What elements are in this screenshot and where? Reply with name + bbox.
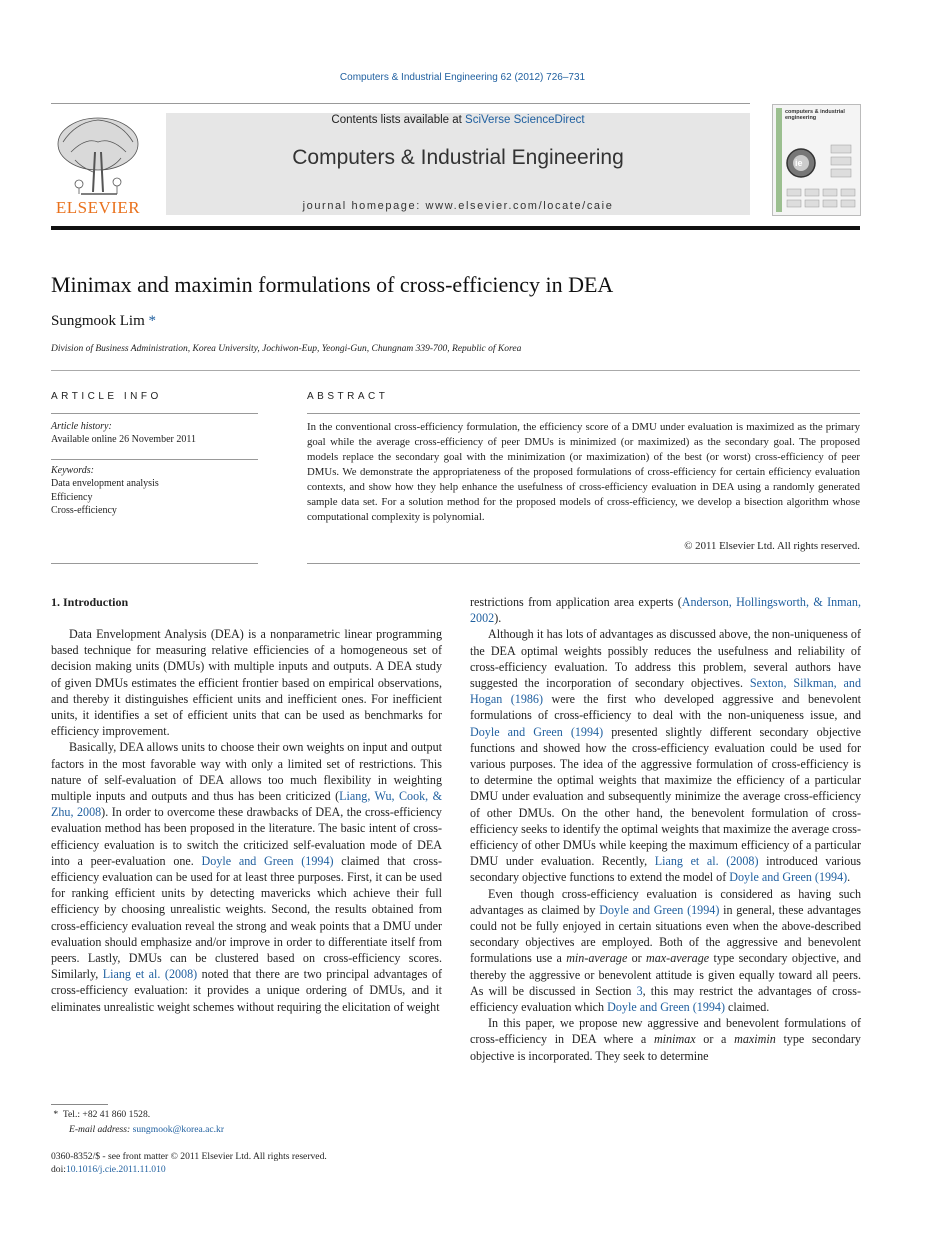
footnote-tel-text: Tel.: +82 41 860 1528.: [62, 1109, 151, 1120]
footnote-tel: [51, 1107, 431, 1122]
doi-line: [51, 1163, 551, 1176]
author-footnote-link[interactable]: *: [148, 313, 157, 329]
author-affiliation: Division of Business Administration, Korea University, Jochiwon-Eup, Yeongi-Gun, Chungnam 339-700, Republic of Korea: [51, 344, 522, 354]
body-left-column: [51, 594, 442, 1015]
body-right-column: [470, 594, 861, 1064]
footnote-rule: [51, 1104, 108, 1105]
journal-masthead: [166, 113, 750, 215]
emphasis: max-average: [646, 951, 710, 966]
article-history: [51, 420, 258, 447]
journal-title: Computers & Industrial Engineering: [292, 146, 624, 169]
text-run: type secondary objective, and thereby the aggressive or benevolent attitude is given equally toward all peers. As will be discussed in Section: [470, 951, 862, 998]
text-run: restrictions from application area experts (: [470, 595, 682, 609]
email-link[interactable]: sungmook@korea.ac.kr: [132, 1124, 225, 1135]
citation-link[interactable]: Liang et al. (2008): [102, 967, 198, 982]
citation-link[interactable]: Liang et al. (2008): [654, 854, 759, 869]
text-run: , this may restrict the advantages of cross-efficiency evaluation which: [470, 983, 861, 1015]
keyword: Cross-efficiency: [51, 504, 117, 516]
text-run: or a: [695, 1032, 735, 1047]
doi-link[interactable]: 10.1016/j.cie.2011.11.010: [65, 1164, 166, 1175]
info-divider: [51, 370, 860, 371]
keywords-block: [51, 464, 258, 517]
citation-link[interactable]: Sexton, Silkman, and Hogan (1986): [470, 676, 861, 707]
paragraph: [470, 886, 861, 1016]
contents-line: [166, 114, 750, 126]
doi-label: doi:: [51, 1164, 66, 1175]
cover-badge: ie: [795, 158, 803, 168]
info-bottom-rule: [51, 563, 258, 564]
cover-artwork-icon: [773, 105, 860, 215]
cover-title: computers & industrial engineering: [785, 109, 845, 121]
citation-link[interactable]: Doyle and Green (1994): [201, 853, 334, 868]
article-info-heading: ARTICLE INFO: [51, 391, 162, 402]
history-label: Article history:: [51, 421, 112, 432]
publisher-logo-text: ELSEVIER: [55, 198, 141, 217]
journal-homepage[interactable]: journal homepage: www.elsevier.com/locate/caie: [302, 200, 614, 212]
abstract-bottom-rule: [307, 563, 860, 564]
header-divider: [51, 226, 860, 230]
citation-link[interactable]: Doyle and Green (1994): [470, 724, 604, 739]
top-rule: [51, 103, 750, 104]
section-heading-introduction: 1. Introduction: [51, 595, 129, 609]
abstract-top-rule: [307, 413, 860, 414]
abstract-copyright: © 2011 Elsevier Ltd. All rights reserved.: [684, 540, 860, 552]
text-run: introduced various secondary objective functions to extend the model of: [470, 854, 861, 885]
citation-link[interactable]: Liang, Wu, Cook, & Zhu, 2008: [51, 789, 442, 820]
article-info-rule: [51, 413, 258, 414]
citation-link[interactable]: Anderson, Hollingsworth, & Inman, 2002: [470, 595, 861, 626]
keyword: Efficiency: [51, 491, 93, 503]
author-name: Sungmook Lim: [51, 313, 145, 329]
paragraph: Data Envelopment Analysis (DEA) is a nonparametric linear programming based technique for measuring relative efficiencies of a homogeneous set of decision making units (DMUs) with multiple inputs and outputs. A DEA study of given DMUs estimates the efficient frontier based on empirical observations, and thereby it distinguishes efficient units and inefficient ones. For inefficient units, it identifies a set of efficient units that can be used as benchmarks for efficiency improvement.: [51, 627, 442, 739]
paragraph: [51, 739, 442, 1014]
emphasis: minimax: [653, 1032, 696, 1047]
text-run: in general, these advantages could not be fully enjoyed in certain situations even when the above-described secondary objectives are employed. Both of the aggressive and benevolent formulations use a: [470, 902, 862, 966]
text-run: ).: [494, 611, 502, 626]
abstract-text: In the conventional cross-efficiency formulation, the efficiency score of a DMU under evaluation is maximized as the primary goal while the average cross-efficiency of peer DMUs is minimized (or maximized) as the secondary goal. The proposed models replace the secondary goal with the minimization (or maximization) of the best (or worst) cross-efficiency of peer DMUs. We demonstrate the appropriateness of the proposed formulations of cross-efficiency for certain efficiency evaluation contexts, and show how they help enhance the usefulness of cross-efficiency evaluation in DEA using a randomly generated sample data set. For a solution method for the proposed models of cross-efficiency, we develop a bisection algorithm whose computational complexity is polynomial.: [307, 421, 860, 523]
text-run: Even though cross-efficiency evaluation is considered as having such advantages as claimed by: [470, 886, 861, 917]
footnote-email: [51, 1122, 431, 1137]
author-footnote: [51, 1107, 431, 1137]
text-run: .: [847, 870, 851, 885]
page-footer: [51, 1150, 551, 1176]
text-run: ). In order to overcome these drawbacks of DEA, the cross-efficiency evaluation method has been proposed in the literature. The basic intent of cross-efficiency evaluation is to switch the criticized self-evaluation mode of DEA into a peer-evaluation one.: [51, 805, 442, 868]
author-line: [51, 313, 156, 330]
footnote-mark: *: [53, 1109, 59, 1120]
keywords-rule: [51, 459, 258, 460]
text-run: Basically, DEA allows units to choose their own weights on input and output factors in the most favorable way with only a limited set of restrictions. This nature of self-evaluation of DEA allows too much flexibility in weighting multiple inputs and outputs and thus has been criticized (: [51, 740, 442, 804]
text-run: were the first who developed aggressive and benevolent formulations of cross-efficiency to deal with the non-uniqueness issue, and: [470, 692, 862, 723]
article-title: Minimax and maximin formulations of cross-efficiency in DEA: [51, 272, 614, 297]
paragraph: [470, 594, 861, 626]
citation-link[interactable]: Doyle and Green (1994): [607, 1000, 725, 1015]
text-run: presented slightly different secondary objective functions and showed how the cross-efficiency evaluation could be used for various purposes. The idea of the aggressive formulation of cross-efficiency is to determine the optimal weights that maximize the efficiency of a particular DMU under evaluation and subsequently minimize the average cross-efficiency of other DMUs. On the other hand, the benevolent formulation of cross-efficiency seeks to identify the optimal weights that maximize the average cross-efficiency of other DMUs while keeping the maximum efficiency of a particular DMU under evaluation. Recently,: [470, 724, 862, 869]
emphasis: min-average: [566, 951, 628, 966]
sciencedirect-link[interactable]: SciVerse ScienceDirect: [465, 114, 585, 126]
abstract-heading: ABSTRACT: [307, 391, 389, 402]
text-run: Although it has lots of advantages as discussed above, the non-uniqueness of the DEA optimal weights possibly reduces the usefulness and reliability of cross-efficiency evaluation. To address this problem, several authors have suggested the incorporation of secondary objectives.: [470, 627, 861, 691]
paragraph: [470, 626, 861, 885]
text-run: noted that there are two principal advantages of cross-efficiency evaluation: it provides a unique ordering of DMUs, and it eliminates unrealistic weight schemes without requiring the elicitation of weight: [51, 967, 442, 1014]
email-label: E-mail address:: [69, 1124, 131, 1135]
emphasis: maximin: [734, 1032, 776, 1047]
text-run: In this paper, we propose new aggressive and benevolent formulations of cross-efficiency in DEA where a: [470, 1016, 861, 1047]
history-value: Available online 26 November 2011: [51, 434, 196, 446]
paragraph: [470, 1015, 861, 1064]
text-run: or: [627, 951, 647, 966]
citation-link[interactable]: Doyle and Green (1994): [599, 902, 720, 917]
contents-prefix: Contents lists available at: [331, 114, 466, 126]
text-run: claimed.: [725, 1000, 770, 1015]
journal-cover-thumbnail: [772, 104, 861, 216]
keyword: Data envelopment analysis: [51, 478, 159, 490]
citation-link[interactable]: Doyle and Green (1994): [729, 870, 848, 885]
section-link[interactable]: 3: [636, 983, 643, 998]
keywords-label: Keywords:: [51, 465, 94, 476]
issn-line: 0360-8352/$ - see front matter © 2011 Elsevier Ltd. All rights reserved.: [51, 1151, 327, 1162]
text-run: claimed that cross-efficiency evaluation can be used for at least three purposes. First, it can be used for ranking efficient units by detecting mavericks which achieve their full efficiency by choosing unrealistic weights. Second, the results obtained from cross-efficiency evaluation reveal the strong and weak points that a DMU under evaluation should emphasize and/or improve in order to differentiate itself from peers. Lastly, DMUs can be clustered based on cross-efficiency scores. Similarly,: [51, 853, 443, 982]
journal-reference[interactable]: Computers & Industrial Engineering 62 (2012) 726–731: [339, 72, 586, 83]
text-run: type secondary objective is incorporated. They seek to determine: [470, 1032, 861, 1063]
